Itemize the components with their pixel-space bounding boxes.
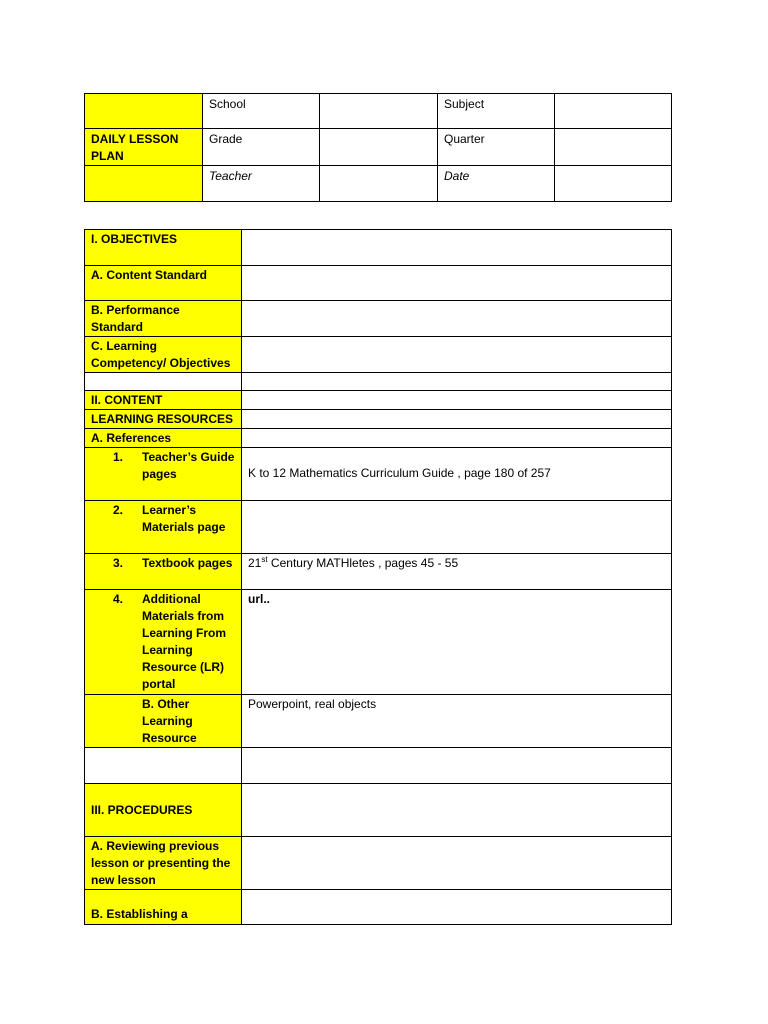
additional-materials-value: url..: [242, 590, 672, 695]
reviewing-value: [242, 837, 672, 890]
teachers-guide-number: 1.: [113, 450, 124, 464]
content-value: [242, 391, 672, 410]
date-value: [555, 166, 672, 202]
learning-resources-label: LEARNING RESOURCES: [85, 410, 242, 429]
subject-label: Subject: [438, 94, 555, 129]
header-table: [84, 93, 672, 202]
grade-value: [320, 129, 438, 166]
title-cell-top: [85, 94, 203, 129]
learners-materials-label: Learner’s Materials page: [142, 503, 226, 534]
teacher-value: [320, 166, 438, 202]
grade-label: Grade: [203, 129, 320, 166]
learners-materials-number: 2.: [113, 503, 124, 517]
content-standard-value: [242, 266, 672, 301]
additional-materials-number: 4.: [113, 592, 124, 606]
blank-row-value: [242, 373, 672, 391]
content-standard-label: A. Content Standard: [85, 266, 242, 301]
establishing-label: B. Establishing a: [85, 890, 242, 925]
learning-competency-value: [242, 337, 672, 373]
learners-materials-cell: [85, 501, 242, 554]
quarter-label: Quarter: [438, 129, 555, 166]
subject-value: [555, 94, 672, 129]
teachers-guide-value: K to 12 Mathematics Curriculum Guide , page 180 of 257: [248, 466, 551, 480]
textbook-value: [242, 554, 672, 590]
other-resource-label: B. Other Learning Resource: [142, 697, 197, 745]
textbook-value-text: Century MATHletes , pages 45 - 55: [267, 556, 459, 570]
learning-resources-value: [242, 410, 672, 429]
blank-row-label: [85, 373, 242, 391]
school-value: [320, 94, 438, 129]
content-label: II. CONTENT: [85, 391, 242, 410]
date-label: Date: [438, 166, 555, 202]
performance-standard-label: B. Performance Standard: [85, 301, 242, 337]
procedures-value: [242, 784, 672, 837]
document-title: DAILY LESSON PLAN: [85, 129, 203, 166]
lesson-plan-table: [84, 229, 672, 925]
references-label: A. References: [85, 429, 242, 448]
teachers-guide-cell: [85, 448, 242, 501]
procedures-label: III. PROCEDURES: [85, 784, 242, 837]
additional-materials-label: Additional Materials from Learning From Learning Resource (LR) portal: [142, 592, 227, 691]
school-label: School: [203, 94, 320, 129]
references-value: [242, 429, 672, 448]
blank-row-2-label: [85, 748, 242, 784]
other-resource-value: Powerpoint, real objects: [242, 695, 672, 748]
learning-competency-label: C. Learning Competency/ Objectives: [85, 337, 242, 373]
teacher-label: Teacher: [203, 166, 320, 202]
performance-standard-value: [242, 301, 672, 337]
textbook-value-number: 21: [248, 556, 262, 570]
establishing-value: [242, 890, 672, 925]
teachers-guide-value-cell: [242, 448, 672, 501]
teachers-guide-label: Teacher’s Guide pages: [142, 450, 235, 481]
additional-materials-cell: [85, 590, 242, 695]
textbook-label: Textbook pages: [142, 556, 233, 570]
blank-row-2-value: [242, 748, 672, 784]
quarter-value: [555, 129, 672, 166]
learners-materials-value: [242, 501, 672, 554]
textbook-cell: [85, 554, 242, 590]
textbook-value-superscript: st: [261, 555, 268, 564]
title-cell-bottom: [85, 166, 203, 202]
other-resource-cell: [85, 695, 242, 748]
textbook-number: 3.: [113, 556, 124, 570]
objectives-value: [242, 230, 672, 266]
objectives-label: I. OBJECTIVES: [85, 230, 242, 266]
reviewing-label: A. Reviewing previous lesson or presenting the new lesson: [85, 837, 242, 890]
